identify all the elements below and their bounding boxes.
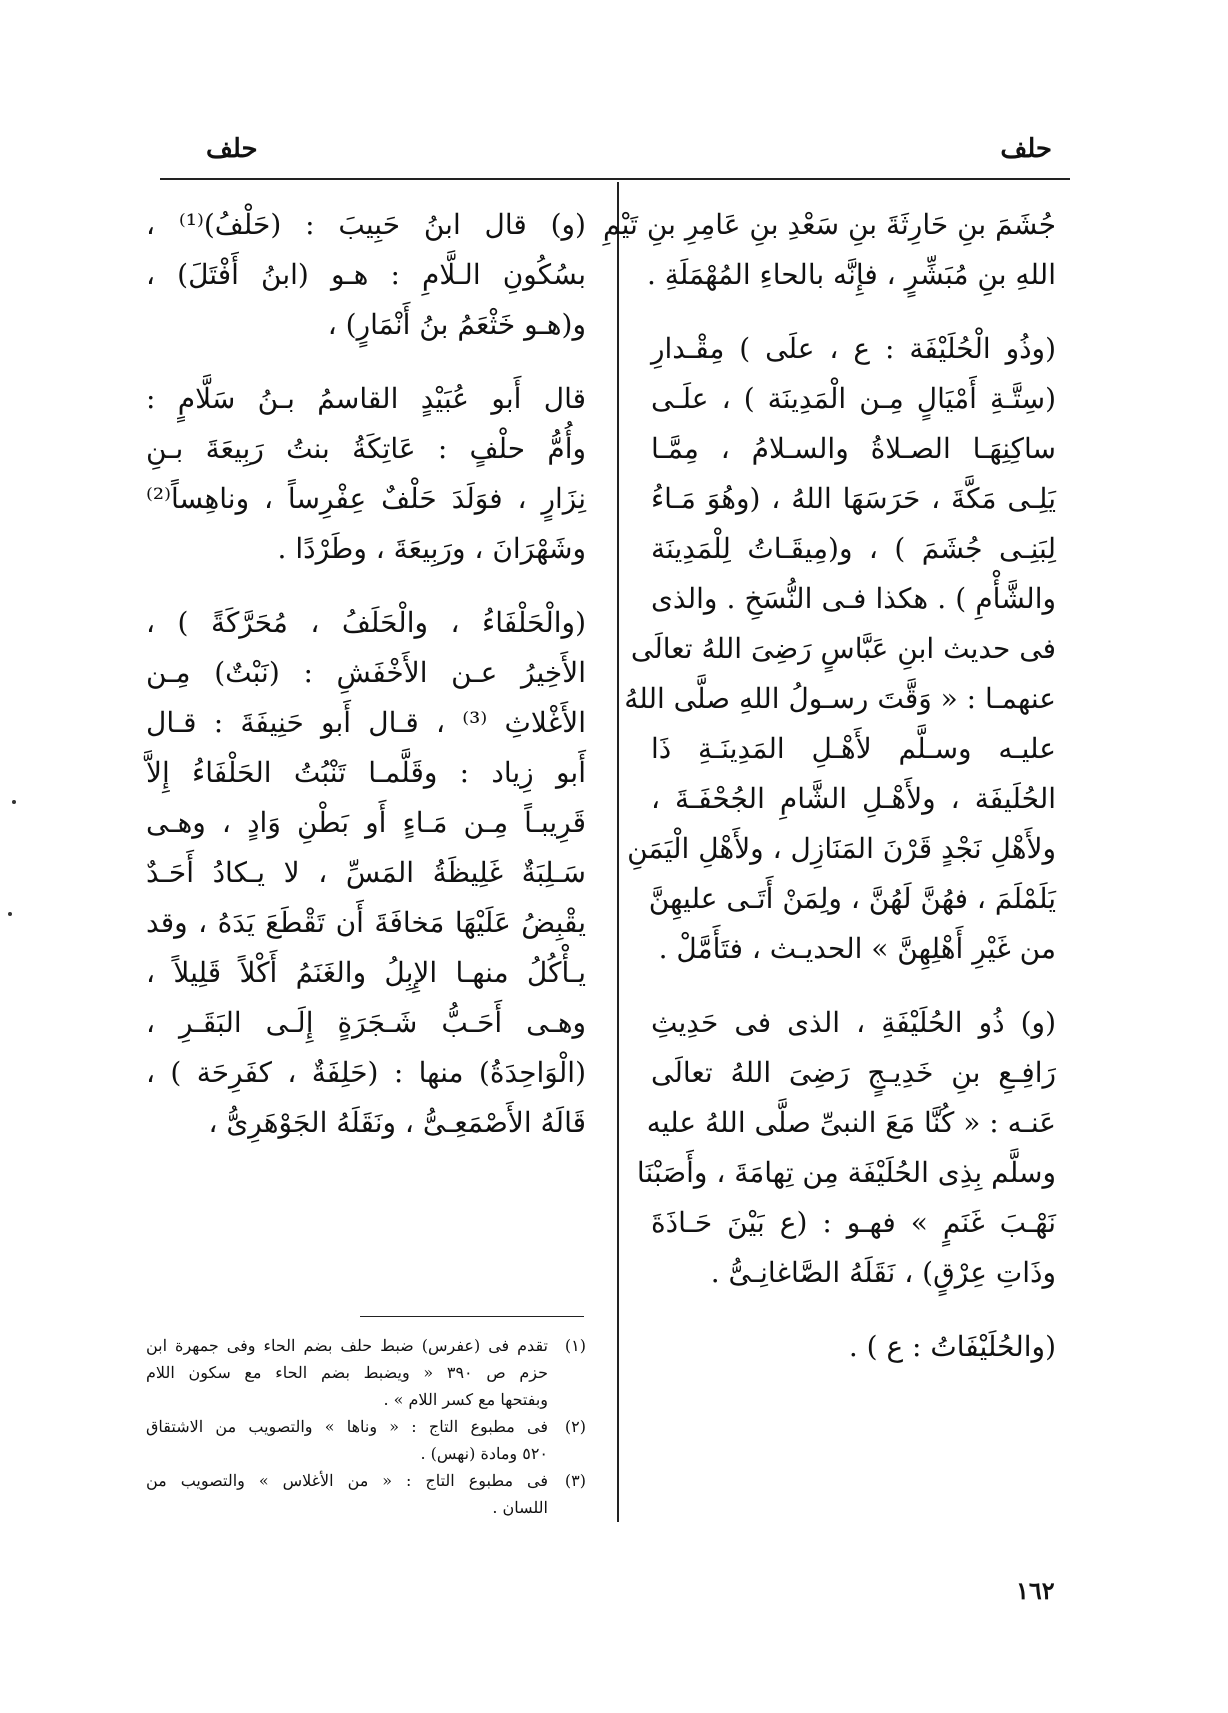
column-divider (617, 182, 619, 1522)
footnote-number: (١) (564, 1336, 586, 1355)
scan-speck (8, 912, 12, 916)
left-column-text-line: نِزَارٍ ، فوَلَدَ حَلْفٌ عِفْرِساً ، وناهِساً⁽²⁾ (146, 482, 586, 515)
footnote-text: ٥٢٠ ومادة (نهس) . (420, 1444, 548, 1463)
left-column-text-line: الأَغْلاثِ ⁽³⁾ ، قـال أَبو حَنِيفَةَ : قـال (146, 706, 586, 739)
left-column-text-line: يقْبِضُ عَلَيْهَا مَخافَةَ أَن تَقْطَعَ يَدَهُ ، وقد (146, 906, 586, 939)
left-column-text-line: وأُمُّ حلْفٍ : عَاتِكَةُ بنتُ رَبِيعَةَ بـنِ (146, 432, 586, 465)
footnotes (146, 1332, 586, 1521)
header-rule (160, 178, 1070, 180)
footnote-rule (360, 1316, 584, 1317)
right-column-text-line: (والحُلَيْفَاتُ : ع ) . (848, 1330, 1056, 1363)
scan-speck (12, 800, 16, 804)
footnote-line (146, 1467, 586, 1494)
right-column-text-line: عَنـه : « كُنَّا مَعَ النبىِّ صلَّى اللهُ عليه (646, 1106, 1056, 1139)
right-column-text-line: (و) ذُو الحُلَيْفَةِ ، الذى فى حَدِيثِ (651, 1006, 1056, 1039)
right-column-text-line: لِبَنِـى جُشَمَ ) ، و(مِيقَـاتُ لِلْمَدِينَة (651, 532, 1056, 565)
right-column-text-line: الحُلَيفَة ، ولأَهْـلِ الشَّامِ الجُحْفَـةَ ، (651, 782, 1056, 815)
footnote-line (146, 1494, 586, 1521)
right-column-text-line: يَلَمْلَمَ ، فهُنَّ لَهُنَّ ، ولِمَنْ أَتَـى عليهِنَّ (648, 882, 1056, 915)
footnote-text: اللسان . (492, 1498, 548, 1517)
footnote-text: تقدم فى (عفرس) ضبط حلف بضم الحاء وفى جمهرة ابن (146, 1336, 548, 1355)
right-column-text-line: عليـه وسـلَّم لأَهْـلِ المَدِينَـةِ ذَا (651, 732, 1056, 765)
paragraph-gap (651, 974, 1056, 998)
right-column-text-line: من غَيْرِ أَهْلِهِنَّ » الحديـث ، فتَأَمَّلْ . (658, 932, 1056, 965)
right-column-text-line: عنهمـا : « وَقَّتَ رسـولُ اللهِ صلَّى اللهُ (624, 682, 1056, 715)
running-head-left: حلف (206, 134, 258, 164)
left-column-text-line: (الْوَاحِدَةُ) منها : (حَلِفَةٌ ، كفَرِحَة ) ، (146, 1056, 586, 1089)
footnote-number: (٢) (564, 1417, 586, 1436)
paragraph-gap (651, 1298, 1056, 1322)
footnote-line (146, 1386, 586, 1413)
right-column-text-line: اللهِ بنِ مُبَشِّرٍ ، فإِنَّه بالحاءِ المُهْمَلَةِ . (646, 258, 1056, 291)
right-column-text-line: (سِتَّـةِ أَمْيَالٍ مِـن الْمَدِينَة ) ، علَـى (651, 382, 1056, 415)
left-column-text-line: أَبو زِياد : وقَلَّمـا تَنْبُتُ الحَلْفَاءُ إِلاَّ (146, 756, 586, 789)
footnote-line (146, 1413, 586, 1440)
footnote-text: فى مطبوع التاج : « من الأغلاس » والتصويب من (146, 1471, 548, 1490)
left-column-text-line: يـأْكُلُ منهـا الإِبِلُ والغَنَمُ أَكْلاً قَلِيلاً ، (146, 956, 586, 989)
right-column-text-line: جُشَمَ بنِ حَارِثَةَ بنِ سَعْدِ بنِ عَامِرِ بنِ تَيْمِ (603, 208, 1056, 241)
footnote-text: وبفتحها مع كسر اللام » . (383, 1390, 548, 1409)
left-column-text-line: قَالَهُ الأَصْمَعِـىُّ ، ونَقَلَهُ الجَوْهَرِىُّ ، (208, 1106, 586, 1139)
left-column-text-line: وهـى أَحَـبُّ شَـجَرَةٍ إِلَـى البَقَـرِ ، (146, 1006, 586, 1039)
right-column-text-line: ساكِنِهَـا الصـلاةُ والسـلامُ ، مِمَّـا (651, 432, 1056, 465)
footnote (146, 1413, 586, 1467)
left-column-text-line: قَرِيبـاً مِـن مَـاءٍ أَو بَطْنِ وَادٍ ، وهـى (146, 806, 586, 839)
right-column-text-line: وذَاتِ عِرْقٍ) ، نَقَلَهُ الصَّاغانِـىُّ . (710, 1256, 1056, 1289)
left-column-text-line: الأَخِيرُ عـن الأَخْفَشِ : (نَبْتٌ) مِـن (146, 656, 586, 689)
left-column-text-line: سَـلِبَةٌ غَلِيظَةُ المَسِّ ، لا يـكادُ أَحَـدٌ (146, 856, 586, 889)
left-column-text-line: (و) قال ابنُ حَبِيبَ : (حَلْفُ)⁽¹⁾ ، (146, 208, 586, 241)
right-column-text-line: ولأَهْلِ نَجْدٍ قَرْنَ المَنَازِل ، ولأَهْلِ الْيَمَنِ (627, 832, 1056, 865)
footnote-text: فى مطبوع التاج : « وناها » والتصويب من الاشتقاق (146, 1417, 548, 1436)
footnote (146, 1467, 586, 1521)
right-column-text-line: رَافِـعِ بنِ خَدِيـجٍ رَضِىَ اللهُ تعالَى (651, 1056, 1056, 1089)
page-number: ١٦٢ (1016, 1576, 1055, 1605)
footnote (146, 1332, 586, 1413)
right-column-text-line: يَلِـى مَكَّةَ ، حَرَسَهَا اللهُ ، (وهُوَ مَـاءُ (651, 482, 1056, 515)
left-column-text-line: (والْحَلْفَاءُ ، والْحَلَفُ ، مُحَرَّكَةً ) ، (146, 606, 586, 639)
footnote-line (146, 1332, 586, 1359)
left-column-text-line: بسُكُونِ الـلَّامِ : هـو (ابنُ أَفْتَلَ) ، (146, 258, 586, 291)
running-head-right: حلف (1000, 134, 1052, 164)
right-column (603, 200, 1056, 1372)
footnote-line (146, 1440, 586, 1467)
right-column-text-line: (وذُو الْحُلَيْفَة : ع ، علَى ) مِقْـدارِ (651, 332, 1056, 365)
left-column-text-line: قال أَبو عُبَيْدٍ القاسمُ بـنُ سَلَّامٍ : (146, 382, 586, 415)
right-column-text-line: والشَّأْمِ ) . هكذا فـى النُّسَخِ . والذى (651, 582, 1056, 615)
paragraph-gap (651, 300, 1056, 324)
right-column-text-line: فى حديث ابنِ عَبَّاسٍ رَضِىَ اللهُ تعالَى (630, 632, 1056, 665)
right-column-text-line: وسلَّم بِذِى الحُلَيْفَة مِن تِهامَةَ ، وأَصَبْنَا (636, 1156, 1056, 1189)
footnote-line (146, 1359, 586, 1386)
paragraph-gap (146, 350, 586, 374)
footnote-number: (٣) (564, 1471, 586, 1490)
paragraph-gap (146, 574, 586, 598)
right-column-text-line: نَهْـبَ غَنَمٍ » فهـو : (ع بَيْنَ حَـاذَةَ (651, 1206, 1056, 1239)
left-column-text-line: وشَهْرَانَ ، ورَبِيعَةَ ، وطَرْدًا . (277, 532, 586, 565)
left-column-text-line: و(هـو خَثْعَمُ بنُ أَنْمَارٍ) ، (327, 308, 586, 341)
footnote-text: حزم ص ٣٩٠ « ويضبط بضم الحاء مع سكون اللام (146, 1363, 548, 1382)
left-column (146, 200, 586, 1148)
